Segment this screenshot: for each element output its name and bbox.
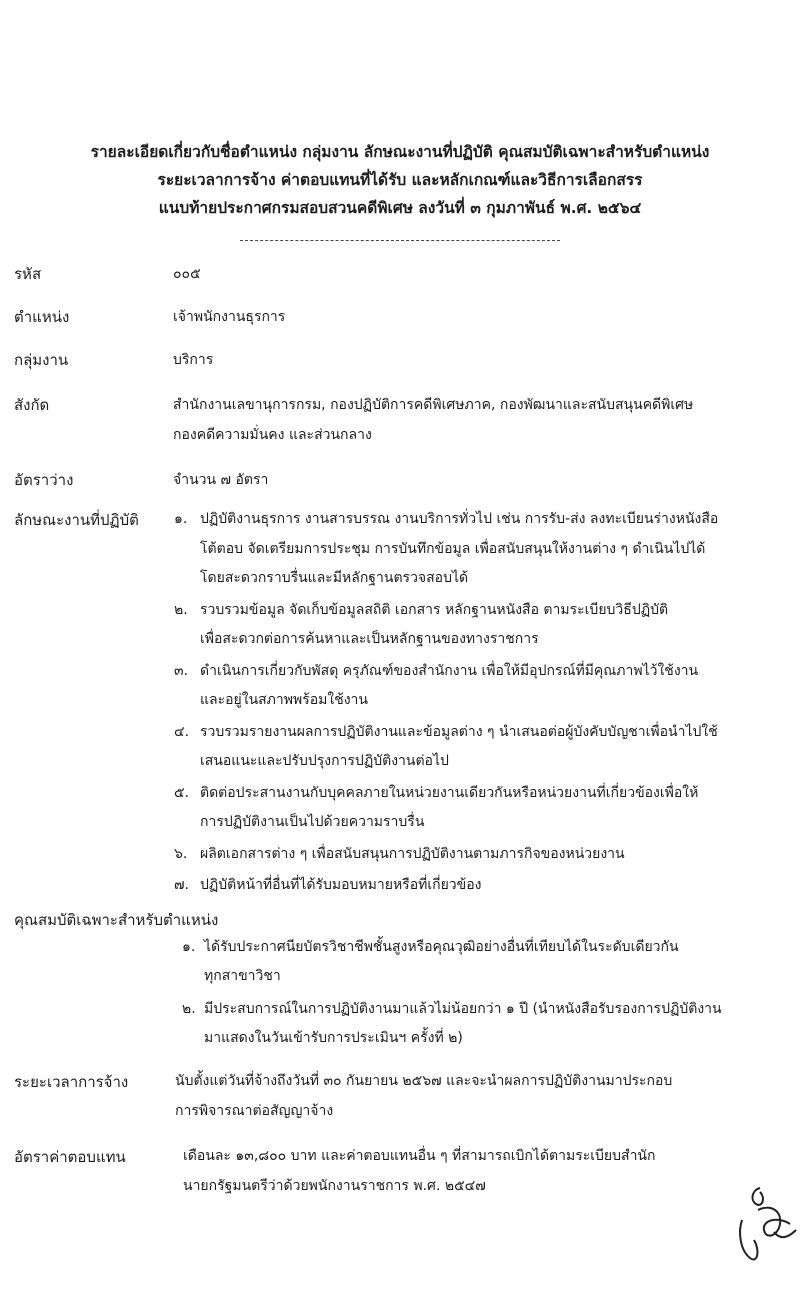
duty-line: ปฏิบัติหน้าที่อื่นที่ได้รับมอบหมายหรือที่เกี่ยวข้อง: [200, 877, 482, 893]
pay-line-2: นายกรัฐมนตรีว่าด้วยพนักงานราชการ พ.ศ. ๒๕๔๗: [183, 1178, 486, 1194]
duty-item: [174, 505, 794, 594]
duty-line: โต้ตอบ จัดเตรียมการประชุม การบันทึกข้อมูล เพื่อสนับสนุนให้งานต่าง ๆ ดำเนินไปได้: [200, 540, 706, 557]
duty-number: ๓.: [174, 662, 189, 679]
duty-line: ผลิตเอกสารต่าง ๆ เพื่อสนับสนุนการปฏิบัติงานตามภารกิจของหน่วยงาน: [200, 845, 625, 862]
duty-line: รวบรวมรายงานผลการปฏิบัติงานและข้อมูลต่าง ๆ นำเสนอต่อผู้บังคับบัญชาเพื่อนำไปใช้: [200, 723, 718, 740]
duty-number: ๔.: [174, 723, 190, 740]
qualification-number: ๒.: [182, 1001, 196, 1017]
duty-line: ปฏิบัติงานธุรการ งานสารบรรณ งานบริการทั่วไป เช่น การรับ-ส่ง ลงทะเบียนร่างหนังสือ: [200, 511, 719, 527]
qualification-item: [182, 933, 792, 991]
duty-item: [174, 871, 794, 901]
qualification-line: มีประสบการณ์ในการปฏิบัติงานมาแล้วไม่น้อยกว่า ๑ ปี (นำหนังสือรับรองการปฏิบัติงาน: [204, 1001, 722, 1017]
duty-number: ๑.: [174, 511, 188, 527]
duty-number: ๕.: [174, 784, 190, 801]
period-line-2: การพิจารณาต่อสัญญาจ้าง: [175, 1103, 334, 1119]
duty-line: และอยู่ในสภาพพร้อมใช้งาน: [200, 692, 368, 708]
period-line-1: นับตั้งแต่วันที่จ้างถึงวันที่ ๓๐ กันยายน ๒๕๖๗ และจะนำผลการปฏิบัติงานมาประกอบ: [175, 1073, 673, 1089]
duties-list: [174, 505, 794, 901]
duty-line: การปฏิบัติงานเป็นไปด้วยความราบรื่น: [200, 814, 425, 830]
handwritten-signature: [730, 1180, 800, 1270]
qualifications-label: คุณสมบัติเฉพาะสำหรับตำแหน่ง: [14, 911, 219, 929]
duty-number: ๖.: [174, 845, 188, 862]
group-label: กลุ่มงาน: [14, 351, 69, 369]
duty-line: ดำเนินการเกี่ยวกับพัสดุ ครุภัณฑ์ของสำนักงาน เพื่อให้มีอุปกรณ์ที่มีคุณภาพไว้ใช้งาน: [200, 662, 699, 679]
qualifications-list: [182, 933, 792, 1053]
position-label: ตำแหน่ง: [14, 308, 70, 326]
header-line-3: แนบท้ายประกาศกรมสอบสวนคดีพิเศษ ลงวันที่ ๓ กุมภาพันธ์ พ.ศ. ๒๕๖๔: [158, 199, 642, 217]
affiliation-label: สังกัด: [14, 396, 50, 414]
qualification-line: ทุกสาขาวิชา: [204, 968, 281, 984]
duty-line: เสนอแนะและปรับปรุงการปฏิบัติงานต่อไป: [200, 753, 449, 769]
duty-number: ๗.: [174, 877, 189, 893]
pay-line-1: เดือนละ ๑๓,๘๐๐ บาท และค่าตอบแทนอื่น ๆ ที่สามารถเบิกได้ตามระเบียบสำนัก: [183, 1148, 656, 1164]
duty-line: เพื่อสะดวกต่อการค้นหาและเป็นหลักฐานของทางราชการ: [200, 631, 539, 647]
duty-line: รวบรวมข้อมูล จัดเก็บข้อมูลสถิติ เอกสาร หลักฐานหนังสือ ตามระเบียบวิธีปฏิบัติ: [200, 601, 669, 618]
duty-line: โดยสะดวกราบรื่นและมีหลักฐานตรวจสอบได้: [200, 570, 469, 586]
code-value: ๐๐๕: [173, 266, 201, 282]
duty-item: [174, 840, 794, 870]
duties-label: ลักษณะงานที่ปฏิบัติ: [14, 511, 139, 529]
qualification-line: ได้รับประกาศนียบัตรวิชาชีพชั้นสูงหรือคุณวุฒิอย่างอื่นที่เทียบได้ในระดับเดียวกัน: [204, 939, 679, 955]
duty-item: [174, 596, 794, 655]
qualification-line: มาแสดงในวันเข้ารับการประเมินฯ ครั้งที่ ๒): [204, 1030, 463, 1046]
code-label: รหัส: [14, 265, 42, 283]
header-line-1: รายละเอียดเกี่ยวกับชื่อตำแหน่ง กลุ่มงาน ลักษณะงานที่ปฏิบัติ คุณสมบัติเฉพาะสำหรับตำแหน่ง: [90, 143, 710, 161]
period-label: ระยะเวลาการจ้าง: [14, 1073, 129, 1091]
duty-number: ๒.: [174, 601, 188, 618]
qualification-number: ๑.: [182, 939, 196, 955]
document-header: [40, 138, 760, 222]
duty-item: [174, 718, 794, 777]
header-line-2: ระยะเวลาการจ้าง ค่าตอบแทนที่ได้รับ และหลักเกณฑ์และวิธีการเลือกสรร: [157, 171, 643, 189]
affiliation-line-1: สำนักงานเลขานุการกรม, กองปฏิบัติการคดีพิเศษภาค, กองพัฒนาและสนับสนุนคดีพิเศษ: [173, 397, 694, 413]
position-value: เจ้าพนักงานธุรการ: [173, 309, 286, 325]
duty-item: [174, 779, 794, 838]
qualification-item: [182, 995, 792, 1053]
header-divider: [240, 240, 560, 241]
vacancy-label: อัตราว่าง: [14, 471, 74, 489]
duty-item: [174, 657, 794, 716]
affiliation-line-2: กองคดีความมั่นคง และส่วนกลาง: [173, 427, 372, 443]
pay-label: อัตราค่าตอบแทน: [14, 1148, 126, 1166]
vacancy-value: จำนวน ๗ อัตรา: [173, 472, 269, 488]
duty-line: ติดต่อประสานงานกับบุคคลภายในหน่วยงานเดียวกันหรือหน่วยงานที่เกี่ยวข้องเพื่อให้: [200, 784, 699, 801]
group-value: บริการ: [173, 352, 214, 368]
